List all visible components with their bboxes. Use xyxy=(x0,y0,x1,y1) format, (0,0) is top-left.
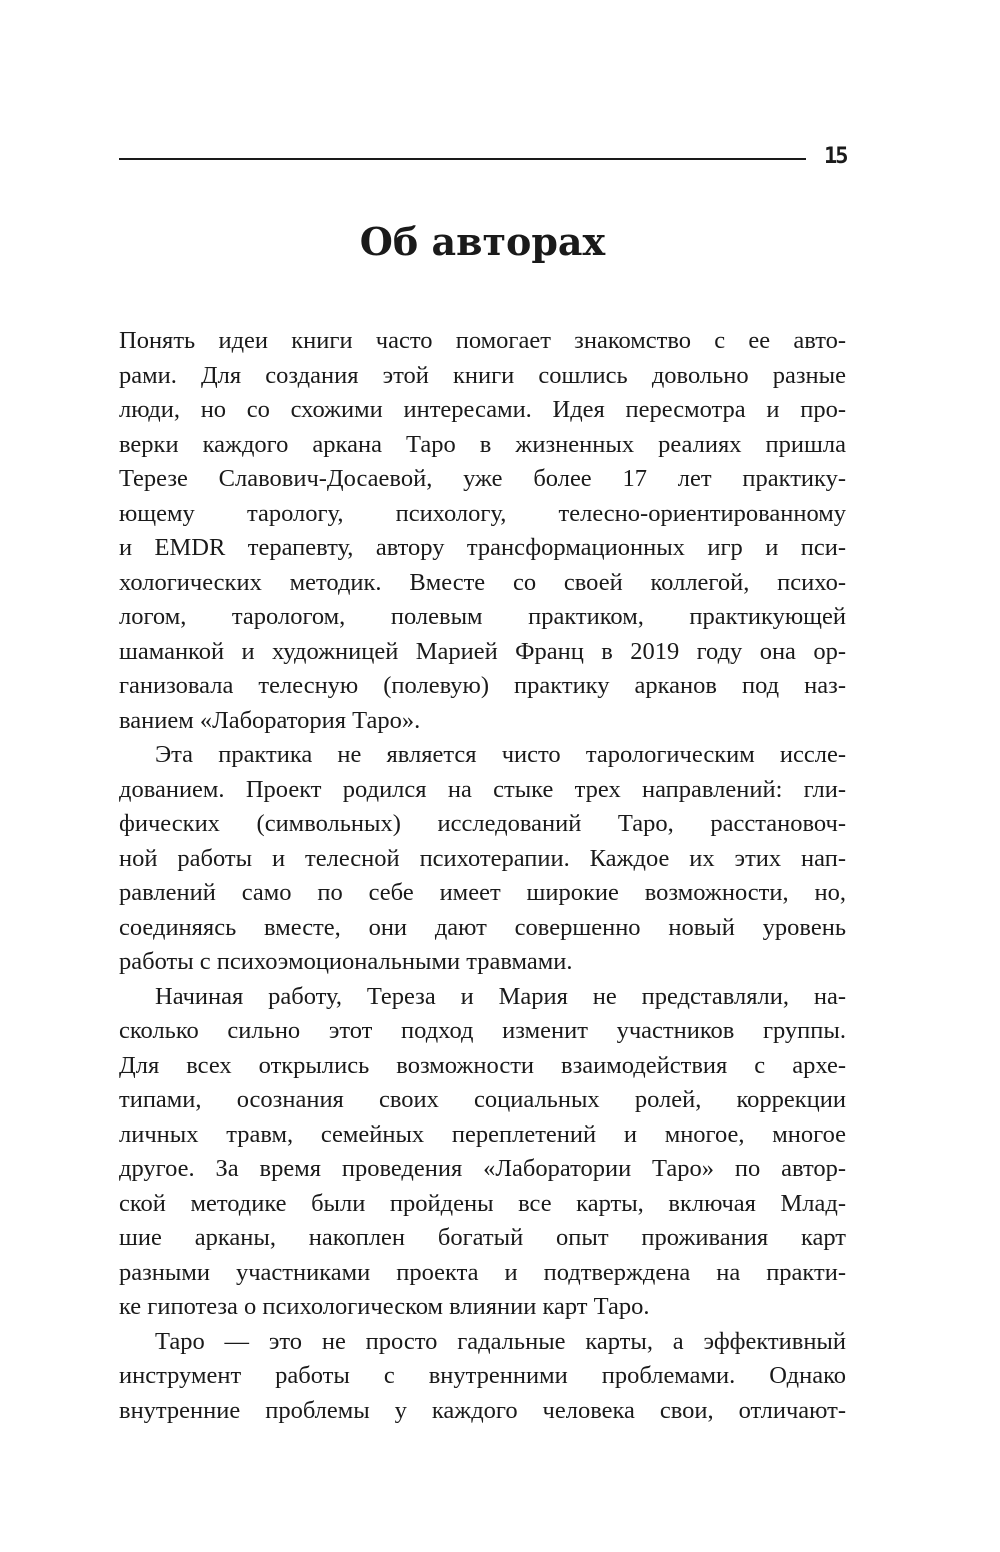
text-line: Начиная работу, Тереза и Мария не представляли, на- xyxy=(155,982,846,1010)
text-line: работы с психоэмоциональными травмами. xyxy=(119,948,573,975)
text-line: дованием. Проект родился на стыке трех направлений: гли- xyxy=(119,775,846,803)
text-line: шаманкой и художницей Марией Франц в 2019 году она ор- xyxy=(119,637,846,665)
text-line: личных травм, семейных переплетений и многое, многое xyxy=(119,1120,846,1148)
text-line: логом, тарологом, полевым практиком, практикующей xyxy=(119,603,846,630)
text-line: шие арканы, накоплен богатый опыт проживания карт xyxy=(119,1224,846,1251)
body-text xyxy=(119,324,846,1428)
text-line: разными участниками проекта и подтверждена на практи- xyxy=(119,1258,846,1286)
text-line: ке гипотеза о психологическом влиянии карт Таро. xyxy=(119,1293,650,1320)
text-line: фических (символьных) исследований Таро, расстановоч- xyxy=(119,810,846,837)
text-line: Для всех открылись возможности взаимодействия с архе- xyxy=(119,1051,846,1079)
text-line: люди, но со схожими интересами. Идея пересмотра и про- xyxy=(119,396,846,423)
text-line: и EMDR терапевту, автору трансформационных игр и пси- xyxy=(119,534,846,561)
text-line: ющему тарологу, психологу, телесно-ориентированному xyxy=(119,499,846,527)
text-line: Эта практика не является чисто тарологическим иссле- xyxy=(155,741,846,768)
text-line: верки каждого аркана Таро в жизненных реалиях пришла xyxy=(119,430,846,458)
text-line: равлений само по себе имеет широкие возможности, но, xyxy=(119,879,846,906)
text-line: другое. За время проведения «Лаборатории Таро» по автор- xyxy=(119,1155,846,1182)
text-line: типами, осознания своих социальных ролей, коррекции xyxy=(119,1086,846,1113)
paragraph-1 xyxy=(119,324,846,738)
text-line: сколько сильно этот подход изменит участников группы. xyxy=(119,1017,846,1044)
text-line: инструмент работы с внутренними проблемами. Однако xyxy=(119,1362,846,1389)
text-line: ной работы и телесной психотерапии. Каждое их этих нап- xyxy=(119,844,846,872)
text-line: рами. Для создания этой книги сошлись довольно разные xyxy=(119,361,846,389)
text-line: Таро — это не просто гадальные карты, а эффективный xyxy=(155,1327,846,1355)
text-line: внутренние проблемы у каждого человека свои, отличают- xyxy=(119,1396,846,1424)
text-line: ванием «Лаборатория Таро». xyxy=(119,706,421,734)
text-line: Понять идеи книги часто помогает знакомство с ее авто- xyxy=(119,327,846,354)
paragraph-2 xyxy=(119,738,846,980)
paragraph-3 xyxy=(119,980,846,1325)
header-rule xyxy=(119,158,806,160)
page-number: 15 xyxy=(824,144,847,169)
text-line: ской методике были пройдены все карты, включая Млад- xyxy=(119,1189,846,1217)
text-line: Терезе Славович-Досаевой, уже более 17 лет практику- xyxy=(119,465,846,492)
text-line: соединяясь вместе, они дают совершенно новый уровень xyxy=(119,913,846,941)
text-line: хологических методик. Вместе со своей коллегой, психо- xyxy=(119,568,846,596)
paragraph-4 xyxy=(119,1325,846,1429)
chapter-title: Об авторах xyxy=(359,219,606,264)
text-line: ганизовала телесную (полевую) практику арканов под наз- xyxy=(119,672,846,699)
